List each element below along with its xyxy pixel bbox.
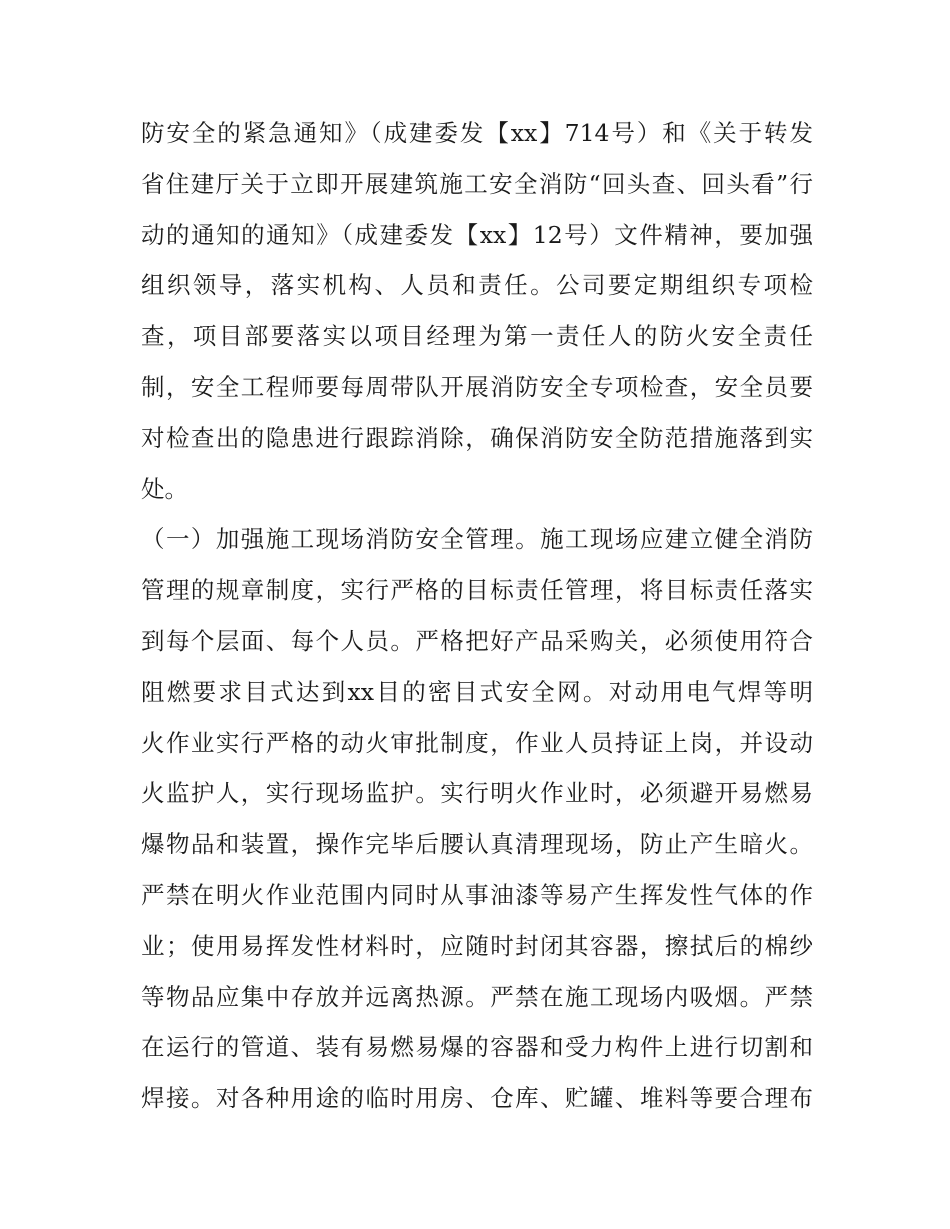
text-line: 动的通知的通知》（成建委发【xx】12号）文件精神，要加强 — [141, 220, 813, 249]
paragraph-1 — [141, 108, 813, 514]
text-line: 查，项目部要落实以项目经理为第一责任人的防火安全责任 — [141, 322, 813, 351]
text-line: 阻燃要求目式达到xx目的密目式安全网。对动用电气焊等明 — [141, 677, 813, 706]
text-line: 火作业实行严格的动火审批制度，作业人员持证上岗，并设动 — [141, 728, 813, 757]
text-line: 制，安全工程师要每周带队开展消防安全专项检查，安全员要 — [141, 372, 813, 401]
paragraph-2 — [141, 514, 813, 1124]
text-line: 管理的规章制度，实行严格的目标责任管理，将目标责任落实 — [141, 576, 813, 605]
text-line: 严禁在明火作业范围内同时从事油漆等易产生挥发性气体的作 — [141, 880, 813, 909]
text-line: 处。 — [141, 474, 188, 503]
text-line: 在运行的管道、装有易燃易爆的容器和受力构件上进行切割和 — [141, 1033, 813, 1062]
text-line: 对检查出的隐患进行跟踪消除，确保消防安全防范措施落到实 — [141, 423, 813, 452]
text-line: （一）加强施工现场消防安全管理。施工现场应建立健全消防 — [141, 525, 813, 554]
text-line: 防安全的紧急通知》（成建委发【xx】714号）和《关于转发 — [141, 119, 813, 147]
text-line: 业；使用易挥发性材料时，应随时封闭其容器，擦拭后的棉纱 — [141, 931, 813, 960]
text-line: 火监护人，实行现场监护。实行明火作业时，必须避开易燃易 — [141, 779, 813, 808]
text-line: 爆物品和装置，操作完毕后腰认真清理现场，防止产生暗火。 — [141, 830, 813, 859]
text-line: 到每个层面、每个人员。严格把好产品采购关，必须使用符合 — [141, 626, 813, 655]
text-line: 省住建厅关于立即开展建筑施工安全消防“回头查、回头看”行 — [141, 169, 813, 198]
text-line: 焊接。对各种用途的临时用房、仓库、贮罐、堆料等要合理布 — [141, 1084, 813, 1113]
text-line: 组织领导，落实机构、人员和责任。公司要定期组织专项检 — [141, 271, 813, 300]
text-line: 等物品应集中存放并远离热源。严禁在施工现场内吸烟。严禁 — [141, 982, 813, 1011]
document-body — [141, 108, 813, 1124]
